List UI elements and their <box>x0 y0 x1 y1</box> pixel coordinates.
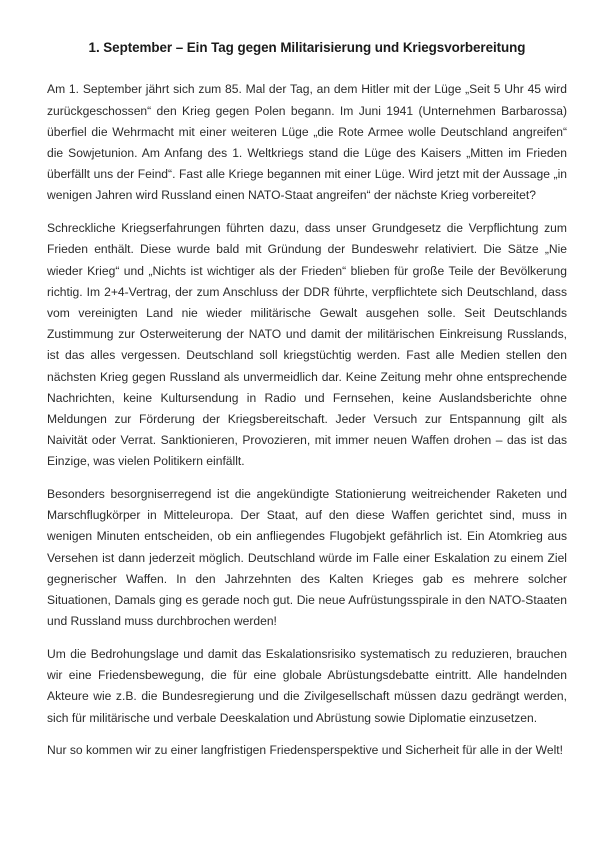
paragraph: Am 1. September jährt sich zum 85. Mal der Tag, an dem Hitler mit der Lüge „Seit 5 Uhr 45 wird zurückgeschossen“ den Krieg gegen Polen begann. Im Juni 1941 (Unternehmen Barbarossa) überfiel die Wehrmacht mit einer weiteren Lüge „die Rote Armee wolle Deutschland angreifen“ die Sowjetunion. Am Anfang des 1. Weltkriegs stand die Lüge des Kaisers „Mitten im Frieden überfällt uns der Feind“. Fast alle Kriege begannen mit einer Lüge. Wird jetzt mit der Aussage „in wenigen Jahren wird Russland einen NATO-Staat angreifen“ der nächste Krieg vorbereitet? <box>47 82 567 203</box>
paragraph: Schreckliche Kriegserfahrungen führten dazu, dass unser Grundgesetz die Verpflichtung zum Frieden enthält. Diese wurde bald mit Gründung der Bundeswehr relativiert. Die Sätze „Nie wieder Krieg“ und „Nichts ist wichtiger als der Frieden“ blieben für große Teile der Bevölkerung richtig. Im 2+4-Vertrag, der zum Anschluss der DDR führte, verpflichtete sich Deutschland, dass vom vereinigten Land nie wieder militärische Gewalt ausgehen solle. Seit Deutschlands Zustimmung zur Osterweiterung der NATO und damit der militärischen Einkreisung Russlands, ist das alles vergessen. Deutschland soll kriegstüchtig werden. Fast alle Medien stellen den nächsten Krieg gegen Russland als unvermeidlich dar. Keine Zeitung mehr ohne entsprechende Nachrichten, keine Kultursendung in Radio und Fernsehen, keine Auslandsberichte ohne Meldungen zur Förderung der Kriegsbereitschaft. Jeder Versuch zur Entspannung gilt als Naivität oder Verrat. Sanktionieren, Provozieren, mit immer neuen Waffen drohen – das ist das Einzige, was vielen Politikern einfällt. <box>47 221 567 469</box>
paragraph: Besonders besorgniserregend ist die angekündigte Stationierung weitreichender Raketen und Marschflugkörper in Mitteleuropa. Der Staat, auf den diese Waffen gerichtet sind, muss in wenigen Minuten entscheiden, ob ein anfliegendes Flugobjekt gefährlich ist. Ein Atomkrieg aus Versehen ist dann jederzeit möglich. Deutschland würde im Falle einer Eskalation zu einem Ziel gegnerischer Waffen. In den Jahrzehnten des Kalten Krieges gab es mehrere solcher Situationen, Damals ging es gerade noch gut. Die neue Aufrüstungsspirale in den NATO-Staaten und Russland muss durchbrochen werden! <box>47 487 567 629</box>
page-title: 1. September – Ein Tag gegen Militarisierung und Kriegsvorbereitung <box>88 40 526 55</box>
document-body <box>47 56 567 761</box>
paragraph: Nur so kommen wir zu einer langfristigen Friedensperspektive und Sicherheit für alle in der Welt! <box>47 743 564 758</box>
paragraph: Um die Bedrohungslage und damit das Eskalationsrisiko systematisch zu reduzieren, brauchen wir eine Friedensbewegung, die für eine globale Abrüstungsdebatte eintritt. Alle handelnden Akteure wie z.B. die Bundesregierung und die Zivilgesellschaft müssen dazu gedrängt werden, sich für militärische und verbale Deeskalation und Abrüstung sowie Diplomatie einzusetzen. <box>47 647 567 725</box>
